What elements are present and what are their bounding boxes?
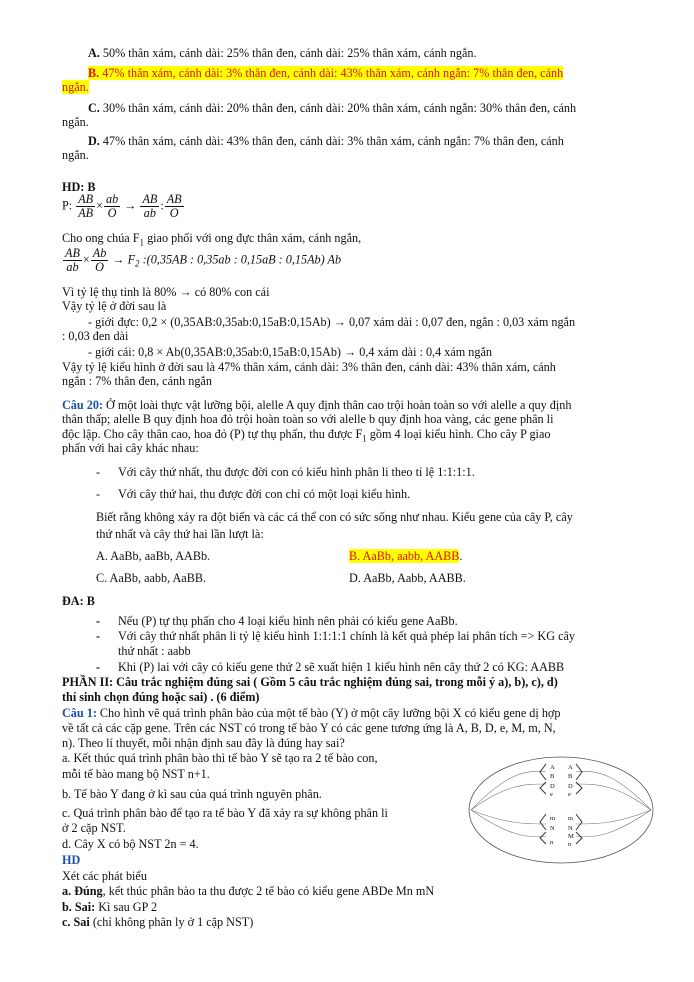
- q20-note-cont: thứ nhất và cây thứ hai lần lượt là:: [96, 527, 264, 541]
- q19-option-a: A. 50% thân xám, cánh dài: 25% thân đen, cánh dài: 25% thân xám, cánh ngắn.: [88, 46, 477, 60]
- p2-q1-statement-d: d. Cây X có bộ NST 2n = 4.: [62, 837, 199, 851]
- gene-label: B: [550, 773, 555, 780]
- q19-option-d: D. 47% thân xám, cánh dài: 43% thân đen, cánh dài: 3% thân xám, cánh ngắn: 7% thân đen, cánh: [88, 134, 564, 148]
- q19-option-c-cont: ngắn.: [62, 115, 89, 129]
- q19-option-b-cont: ngắn.: [62, 80, 89, 94]
- part2-title: PHẦN II: Câu trắc nghiệm đúng sai ( Gồm 5 câu trắc nghiệm đúng sai, trong mỗi ý a), b), c), d): [62, 675, 558, 689]
- p2-q1-statement-b: b. Tế bào Y đang ở kì sau của quá trình nguyên phân.: [62, 787, 322, 801]
- q19-vay-line: Vậy tỷ lệ ở đời sau là: [62, 299, 167, 313]
- formula-f2: $\frac{AB}{ab}$ × $\frac{Ab}{O}$ → $F_2$ :(0,35AB : 0,35ab : 0,15aB : 0,15Ab) Ab: [65, 246, 342, 274]
- p2-q1-stem-3: n). Theo lí thuyết, mỗi nhận định sau đây là đúng hay sai?: [62, 736, 345, 750]
- gene-label: n: [550, 839, 554, 846]
- q20-option-a: A. AaBb, aaBb, AABb.: [96, 549, 211, 563]
- p2-q1-xet: Xét các phát biểu: [62, 869, 147, 883]
- q19-female-line: - giới cái: 0,8 × Ab(0,35AB:0,35ab:0,15aB:0,15Ab) → 0,4 xám dài : 0,4 xám ngắn: [88, 345, 492, 359]
- spindle-fibers: [471, 771, 651, 837]
- q20-note: Biết rằng không xảy ra đột biến và các cá thể con có sức sống như nhau. Kiểu gene của cây P, cây: [96, 510, 573, 524]
- q20-sol-1: Nếu (P) tự thụ phấn cho 4 loại kiểu hình nên phải có kiểu gene AaBb.: [118, 614, 458, 628]
- part2-title-cont: thí sinh chọn đúng hoặc sai) . (6 điểm): [62, 690, 260, 704]
- q19-cho-line: Cho ong chúa $F_1$ giao phối với ong đực thân xám, cánh ngắn,: [62, 231, 362, 248]
- q20-sol-dash: -: [96, 614, 101, 628]
- p2-q1-stem-2: về tất cả các cặp gene. Trên các NST có trong tế bào Y có các gene tương ứng là A, B, D, e, M, m, N,: [62, 721, 556, 735]
- gene-label: B: [568, 773, 573, 780]
- gene-label: n: [568, 841, 572, 848]
- formula-p-cross: P: $\frac{AB}{AB}$ × $\frac{ab}{O}$ → $\frac{AB}{ab}$ : $\frac{AB}{O}$: [62, 192, 182, 220]
- p2-q1-answer-c: c. Sai (chỉ không phân ly ở 1 cặp NST): [62, 915, 254, 929]
- q19-summary-cont: ngắn : 7% thân đen, cánh ngắn: [62, 374, 212, 388]
- q20-bullet-2: Với cây thứ hai, thu được đời con chỉ có một loại kiểu hình.: [118, 487, 411, 501]
- q20-bullet-dash: -: [96, 465, 101, 479]
- p2-q1-statement-c-cont: ở 2 cặp NST.: [62, 821, 126, 835]
- q20-sol-dash: -: [96, 629, 101, 643]
- q20-answer: ĐA: B: [62, 594, 95, 608]
- gene-label: D: [568, 783, 573, 790]
- p2-q1-statement-a: a. Kết thúc quá trình phân bào thì tế bào Y sẽ tạo ra 2 tế bào con,: [62, 751, 378, 765]
- p2-q1-hd: HD: [62, 853, 81, 867]
- q19-ratio-line: Vì tỷ lệ thụ tinh là 80% → có 80% con cái: [62, 285, 270, 299]
- gene-label: e: [568, 791, 571, 798]
- q19-hd: HD: B: [62, 180, 96, 194]
- q19-male-line: - giới đực: 0,2 × (0,35AB:0,35ab:0,15aB:0,15Ab) → 0,07 xám dài : 0,07 đen, ngắn : 0,03 xám ngắn: [88, 315, 576, 329]
- cell-division-diagram: [466, 754, 656, 866]
- q19-option-c: C. 30% thân xám, cánh dài: 20% thân đen, cánh dài: 20% thân xám, cánh ngắn: 30% thân đen, cánh: [88, 101, 577, 115]
- q20-stem-2: thân thấp; alelle B quy định hoa đỏ trội hoàn toàn so với alelle b quy định hoa vàng, các gene phân li: [62, 412, 554, 426]
- gene-label: D: [550, 783, 555, 790]
- q20-sol-dash: -: [96, 660, 101, 674]
- q20-bullet-dash: -: [96, 487, 101, 501]
- gene-label: A: [550, 764, 555, 771]
- cell-outline: [469, 757, 653, 863]
- q19-male-line-cont: : 0,03 đen dài: [62, 329, 129, 343]
- gene-labels: [550, 764, 574, 848]
- q20-option-c: C. AaBb, aabb, AaBB.: [96, 571, 207, 585]
- q19-option-d-cont: ngắn.: [62, 148, 89, 162]
- q20-option-b: B. AaBb, aabb, AABB.: [349, 549, 463, 563]
- q19-option-b: B. 47% thân xám, cánh dài: 3% thân đen, cánh dài: 43% thân xám, cánh ngắn: 7% thân đen, cánh: [88, 66, 564, 80]
- p2-q1-answer-b: b. Sai: Kì sau GP 2: [62, 900, 158, 914]
- gene-label: A: [568, 764, 573, 771]
- gene-label: m: [568, 815, 574, 822]
- q20-sol-3: Khi (P) lai với cây có kiểu gene thứ 2 sẽ xuất hiện 1 kiểu hình nên cây thứ 2 có KG: AABB: [118, 660, 565, 674]
- gene-label: M: [568, 833, 574, 840]
- chromosomes: [540, 764, 582, 844]
- q20-sol-2-cont: thứ nhất : aabb: [118, 644, 191, 658]
- p2-q1-statement-c: c. Quá trình phân bào để tạo ra tế bào Y đã xảy ra sự không phân li: [62, 806, 388, 820]
- gene-label: N: [568, 825, 573, 832]
- q19-summary: Vậy tỷ lệ kiểu hình ở đời sau là 47% thân xám, cánh dài: 3% thân đen, cánh dài: 43% thân xám, cánh: [62, 360, 556, 374]
- q20-bullet-1: Với cây thứ nhất, thu được đời con có kiểu hình phân li theo tỉ lệ 1:1:1:1.: [118, 465, 475, 479]
- q20-option-d: D. AaBb, Aabb, AABB.: [349, 571, 466, 585]
- q20-stem: Câu 20: Ở một loài thực vật lưỡng bội, alelle A quy định thân cao trội hoàn toàn so với alelle a quy định: [62, 398, 572, 412]
- p2-q1-answer-a: a. Đúng, kết thúc phân bào ta thu được 2 tế bào có kiểu gene ABDe Mn mN: [62, 884, 435, 898]
- gene-label: e: [550, 791, 553, 798]
- gene-label: m: [550, 815, 556, 822]
- p2-q1-statement-a-cont: mỗi tế bào mang bộ NST n+1.: [62, 767, 210, 781]
- q20-sol-2: Với cây thứ nhất phân li tỷ lệ kiểu hình 1:1:1:1 chính là kết quả phép lai phân tích => KG cây: [118, 629, 575, 643]
- q20-stem-3: độc lập. Cho cây thân cao, hoa đỏ (P) tự thụ phấn, thu được $F_1$ gồm 4 loại kiểu hình. Cho cây P giao: [62, 427, 551, 444]
- q20-stem-4: phấn với hai cây khác nhau:: [62, 441, 199, 455]
- gene-label: N: [550, 825, 555, 832]
- p2-q1-stem: Câu 1: Cho hình vẽ quá trình phân bào của một tế bào (Y) ở một cây lưỡng bội X có kiểu gene dị hợp: [62, 706, 561, 720]
